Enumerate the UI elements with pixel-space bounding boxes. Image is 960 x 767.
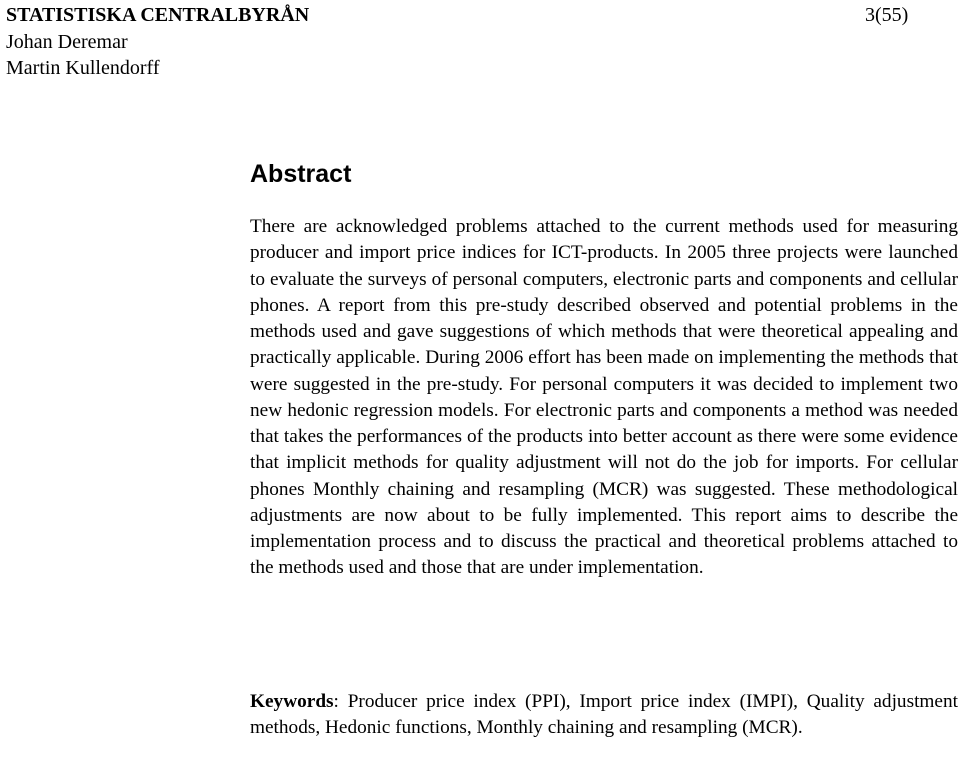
- keywords-text: Producer price index (PPI), Import price index (IMPI), Quality adjustment methods, Hedonic functions, Monthly chaining and resampling (MCR).: [250, 691, 958, 739]
- keywords-label: Keywords: [250, 691, 334, 712]
- keywords-separator: :: [333, 691, 348, 712]
- author-name: Martin Kullendorff: [6, 57, 160, 79]
- abstract-body: There are acknowledged problems attached to the current methods used for measuring producer and import price indices for ICT-products. In 2005 three projects were launched to evaluate the surveys of personal computers, electronic parts and components and cellular phones. A report from this pre-study described observed and potential problems in the methods used and gave suggestions of which methods that were theoretical appealing and practically applicable. During 2006 effort has been made on implementing the methods that were suggested in the pre-study. For personal computers it was decided to implement two new hedonic regression models. For electronic parts and components a method was needed that takes the performances of the products into better account as there were some evidence that implicit methods for quality adjustment will not do the job for imports. For cellular phones Monthly chaining and resampling (MCR) was suggested. These methodological adjustments are now about to be fully implemented. This report aims to describe the implementation process and to discuss the practical and theoretical problems attached to the methods used and those that are under implementation.: [250, 216, 958, 579]
- keywords-paragraph: [250, 689, 958, 742]
- organization-name: STATISTISKA CENTRALBYRÅN: [6, 4, 310, 26]
- abstract-heading: Abstract: [250, 160, 352, 188]
- author-name: Johan Deremar: [6, 31, 128, 53]
- page-number: 3(55): [865, 4, 909, 26]
